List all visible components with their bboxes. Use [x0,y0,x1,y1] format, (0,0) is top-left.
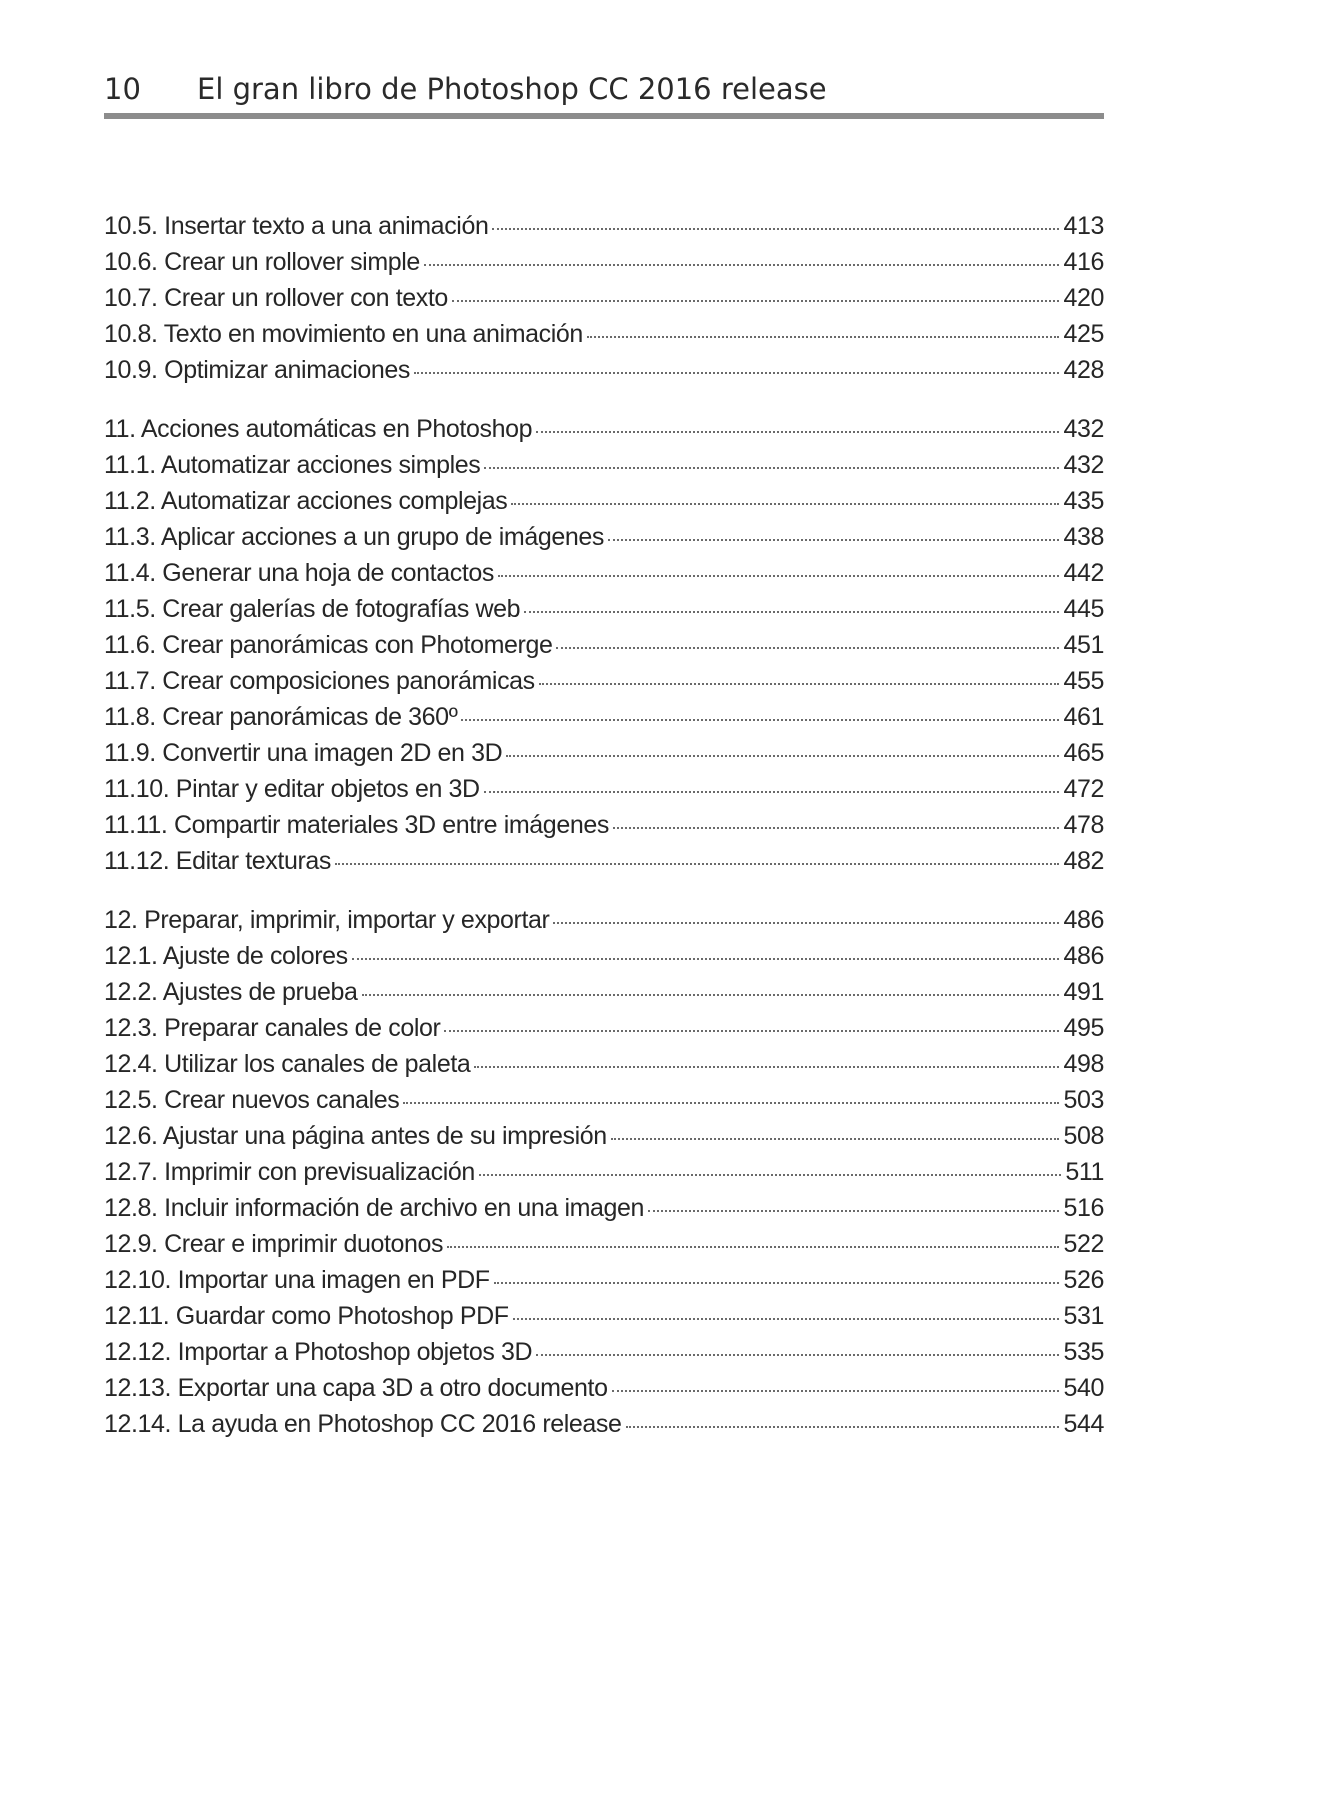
dot-leader [498,575,1060,577]
toc-entry-title: 12.9. Crear e imprimir duotonos [104,1230,444,1258]
toc-entry [104,1298,1104,1334]
toc-entry-page-number: 472 [1063,775,1104,803]
toc-entry-title: 12.11. Guardar como Photoshop PDF [104,1302,509,1330]
dot-leader [492,228,1059,230]
toc-entry [104,447,1104,483]
toc-entry-page-number: 425 [1063,320,1104,348]
toc-entry-page-number: 540 [1063,1374,1104,1402]
book-title: El gran libro de Photoshop CC 2016 release [197,72,827,106]
dot-leader [553,922,1059,924]
toc-entry-title: 11.9. Convertir una imagen 2D en 3D [104,739,503,767]
dot-leader [613,827,1060,829]
dot-leader [461,719,1059,721]
toc-entry-title: 12.4. Utilizar los canales de paleta [104,1050,471,1078]
toc-entry-title: 12.8. Incluir información de archivo en una imagen [104,1194,645,1222]
toc-entry-title: 11.7. Crear composiciones panorámicas [104,667,535,695]
dot-leader [474,1066,1059,1068]
dot-leader [452,300,1060,302]
dot-leader [536,431,1059,433]
toc-entry [104,352,1104,388]
toc-entry [104,1406,1104,1442]
toc-entry-page-number: 445 [1063,595,1104,623]
toc-entry [104,627,1104,663]
toc-entry [104,974,1104,1010]
toc-entry-page-number: 478 [1063,811,1104,839]
header-rule [104,113,1104,119]
toc-entry-title: 11.10. Pintar y editar objetos en 3D [104,775,480,803]
toc-entry [104,280,1104,316]
dot-leader [513,1318,1060,1320]
toc-entry-title: 11.8. Crear panorámicas de 360º [104,703,458,731]
dot-leader [484,791,1060,793]
toc-entry [104,208,1104,244]
toc-entry-page-number: 451 [1063,631,1104,659]
toc-entry [104,1334,1104,1370]
toc-entry-page-number: 413 [1063,212,1104,240]
dot-leader [648,1210,1059,1212]
dot-leader [494,1282,1060,1284]
dot-leader [626,1426,1060,1428]
toc-entry [104,938,1104,974]
toc-entry-page-number: 526 [1063,1266,1104,1294]
toc-entry-title: 11. Acciones automáticas en Photoshop [104,415,533,443]
toc-entry [104,663,1104,699]
table-of-contents [104,208,1104,1442]
toc-entry-page-number: 442 [1063,559,1104,587]
toc-entry [104,1226,1104,1262]
toc-entry-title: 12.2. Ajustes de prueba [104,978,358,1006]
toc-entry-page-number: 428 [1063,356,1104,384]
toc-entry-page-number: 461 [1063,703,1104,731]
toc-entry-page-number: 482 [1063,847,1104,875]
dot-leader [539,683,1060,685]
dot-leader [352,958,1060,960]
toc-entry [104,771,1104,807]
toc-entry [104,1262,1104,1298]
dot-leader [506,755,1059,757]
dot-leader [611,1138,1060,1140]
toc-entry-title: 10.7. Crear un rollover con texto [104,284,448,312]
toc-entry-page-number: 522 [1063,1230,1104,1258]
toc-entry [104,699,1104,735]
dot-leader [335,863,1060,865]
toc-entry-page-number: 535 [1063,1338,1104,1366]
toc-entry-title: 11.5. Crear galerías de fotografías web [104,595,521,623]
toc-entry-title: 12.12. Importar a Photoshop objetos 3D [104,1338,533,1366]
toc-entry-page-number: 508 [1063,1122,1104,1150]
toc-entry-page-number: 432 [1063,451,1104,479]
dot-leader [511,503,1059,505]
toc-entry-title: 12.5. Crear nuevos canales [104,1086,400,1114]
toc-entry-page-number: 491 [1063,978,1104,1006]
toc-entry [104,483,1104,519]
toc-entry [104,591,1104,627]
dot-leader [524,611,1059,613]
dot-leader [484,467,1059,469]
toc-entry [104,316,1104,352]
toc-entry-title: 10.8. Texto en movimiento en una animación [104,320,583,348]
toc-entry-page-number: 511 [1065,1158,1104,1186]
toc-entry-page-number: 486 [1063,942,1104,970]
toc-entry-page-number: 432 [1063,415,1104,443]
toc-entry [104,843,1104,879]
toc-entry-title: 11.1. Automatizar acciones simples [104,451,481,479]
toc-entry-page-number: 516 [1063,1194,1104,1222]
toc-entry-page-number: 495 [1063,1014,1104,1042]
toc-entry-title: 11.11. Compartir materiales 3D entre imágenes [104,811,609,839]
toc-entry-title: 12.7. Imprimir con previsualización [104,1158,475,1186]
toc-entry-page-number: 465 [1063,739,1104,767]
toc-entry-title: 12. Preparar, imprimir, importar y exportar [104,906,550,934]
toc-entry-page-number: 455 [1063,667,1104,695]
toc-entry [104,1190,1104,1226]
toc-entry [104,735,1104,771]
toc-entry-title: 11.2. Automatizar acciones complejas [104,487,508,515]
toc-entry-title: 11.6. Crear panorámicas con Photomerge [104,631,553,659]
toc-entry-title: 12.13. Exportar una capa 3D a otro documento [104,1374,608,1402]
toc-entry-title: 10.6. Crear un rollover simple [104,248,420,276]
toc-entry-page-number: 435 [1063,487,1104,515]
toc-entry-title: 12.1. Ajuste de colores [104,942,348,970]
toc-entry-title: 12.14. La ayuda en Photoshop CC 2016 release [104,1410,622,1438]
toc-entry [104,1010,1104,1046]
dot-leader [447,1246,1059,1248]
toc-entry [104,1370,1104,1406]
dot-leader [587,336,1060,338]
dot-leader [608,539,1060,541]
toc-entry-title: 12.6. Ajustar una página antes de su impresión [104,1122,607,1150]
toc-entry [104,1154,1104,1190]
toc-entry [104,411,1104,447]
toc-section [104,411,1104,879]
toc-entry-title: 11.4. Generar una hoja de contactos [104,559,494,587]
toc-entry-page-number: 531 [1063,1302,1104,1330]
toc-section [104,902,1104,1442]
dot-leader [414,372,1059,374]
toc-entry [104,1082,1104,1118]
toc-entry-page-number: 486 [1063,906,1104,934]
toc-entry-title: 10.5. Insertar texto a una animación [104,212,489,240]
dot-leader [424,264,1060,266]
toc-entry-page-number: 544 [1063,1410,1104,1438]
toc-entry-page-number: 416 [1063,248,1104,276]
toc-entry [104,244,1104,280]
toc-entry-page-number: 498 [1063,1050,1104,1078]
toc-entry [104,902,1104,938]
toc-entry-page-number: 420 [1063,284,1104,312]
toc-entry-page-number: 503 [1063,1086,1104,1114]
toc-entry-title: 10.9. Optimizar animaciones [104,356,411,384]
toc-entry-title: 12.3. Preparar canales de color [104,1014,441,1042]
dot-leader [556,647,1059,649]
toc-entry [104,555,1104,591]
dot-leader [362,994,1060,996]
dot-leader [536,1354,1059,1356]
toc-entry-title: 11.12. Editar texturas [104,847,331,875]
toc-entry-page-number: 438 [1063,523,1104,551]
dot-leader [479,1174,1061,1176]
toc-section [104,208,1104,388]
page-number: 10 [104,72,141,106]
toc-entry [104,807,1104,843]
dot-leader [612,1390,1060,1392]
toc-entry [104,519,1104,555]
dot-leader [403,1102,1059,1104]
toc-entry [104,1118,1104,1154]
toc-entry-title: 12.10. Importar una imagen en PDF [104,1266,490,1294]
dot-leader [444,1030,1059,1032]
toc-entry-title: 11.3. Aplicar acciones a un grupo de imágenes [104,523,604,551]
toc-entry [104,1046,1104,1082]
